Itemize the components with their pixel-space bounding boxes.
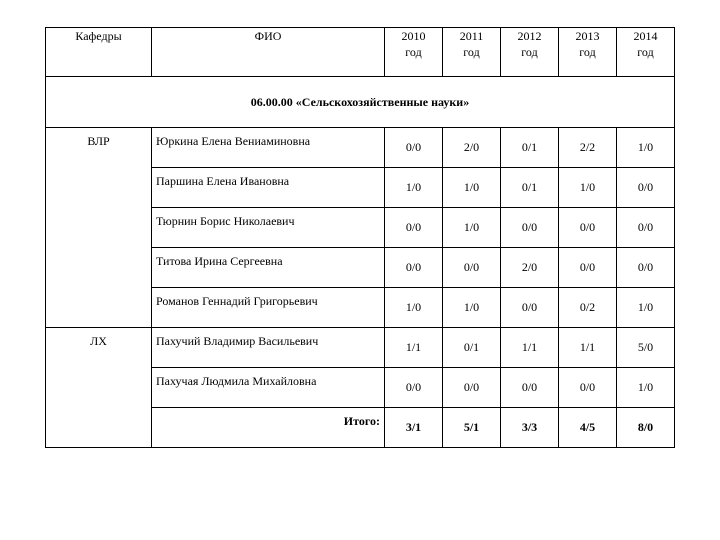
section-row bbox=[46, 77, 675, 128]
value-cell: 2/0 bbox=[501, 248, 559, 288]
total-value: 3/1 bbox=[385, 408, 443, 448]
header-year-2014: 2014 год bbox=[617, 28, 675, 77]
value-cell: 2/0 bbox=[443, 128, 501, 168]
value-cell: 1/0 bbox=[443, 208, 501, 248]
value-cell: 0/1 bbox=[501, 128, 559, 168]
table-row bbox=[46, 328, 675, 368]
value-cell: 0/0 bbox=[617, 248, 675, 288]
value-cell: 0/0 bbox=[501, 368, 559, 408]
name-cell: Романов Геннадий Григорьевич bbox=[152, 288, 385, 328]
value-cell: 0/2 bbox=[559, 288, 617, 328]
value-cell: 0/0 bbox=[501, 208, 559, 248]
name-cell: Тюрнин Борис Николаевич bbox=[152, 208, 385, 248]
header-name: ФИО bbox=[152, 28, 385, 77]
dept-cell: ЛХ bbox=[46, 328, 152, 448]
value-cell: 0/0 bbox=[617, 208, 675, 248]
value-cell: 0/0 bbox=[559, 368, 617, 408]
value-cell: 1/0 bbox=[385, 288, 443, 328]
value-cell: 1/1 bbox=[385, 328, 443, 368]
value-cell: 0/0 bbox=[443, 248, 501, 288]
header-year-2011: 2011 год bbox=[443, 28, 501, 77]
header-row bbox=[46, 28, 675, 77]
value-cell: 0/0 bbox=[385, 208, 443, 248]
publications-table bbox=[45, 27, 675, 448]
name-cell: Пахучая Людмила Михайловна bbox=[152, 368, 385, 408]
total-value: 3/3 bbox=[501, 408, 559, 448]
value-cell: 0/1 bbox=[443, 328, 501, 368]
total-value: 5/1 bbox=[443, 408, 501, 448]
header-dept: Кафедры bbox=[46, 28, 152, 77]
total-value: 8/0 bbox=[617, 408, 675, 448]
name-cell: Титова Ирина Сергеевна bbox=[152, 248, 385, 288]
total-value: 4/5 bbox=[559, 408, 617, 448]
dept-cell: ВЛР bbox=[46, 128, 152, 328]
table-row bbox=[46, 128, 675, 168]
value-cell: 0/0 bbox=[385, 128, 443, 168]
value-cell: 0/0 bbox=[501, 288, 559, 328]
value-cell: 1/0 bbox=[559, 168, 617, 208]
value-cell: 2/2 bbox=[559, 128, 617, 168]
value-cell: 0/0 bbox=[559, 208, 617, 248]
name-cell: Паршина Елена Ивановна bbox=[152, 168, 385, 208]
value-cell: 5/0 bbox=[617, 328, 675, 368]
value-cell: 1/0 bbox=[617, 288, 675, 328]
total-label: Итого: bbox=[152, 408, 385, 448]
value-cell: 0/0 bbox=[443, 368, 501, 408]
value-cell: 1/0 bbox=[385, 168, 443, 208]
header-year-2012: 2012 год bbox=[501, 28, 559, 77]
value-cell: 1/0 bbox=[443, 168, 501, 208]
name-cell: Юркина Елена Вениаминовна bbox=[152, 128, 385, 168]
header-year-2013: 2013 год bbox=[559, 28, 617, 77]
header-year-2010: 2010 год bbox=[385, 28, 443, 77]
value-cell: 1/0 bbox=[617, 128, 675, 168]
value-cell: 0/0 bbox=[617, 168, 675, 208]
section-title: 06.00.00 «Сельскохозяйственные науки» bbox=[46, 77, 675, 128]
value-cell: 0/0 bbox=[385, 368, 443, 408]
value-cell: 0/0 bbox=[385, 248, 443, 288]
value-cell: 0/0 bbox=[559, 248, 617, 288]
value-cell: 1/1 bbox=[559, 328, 617, 368]
name-cell: Пахучий Владимир Васильевич bbox=[152, 328, 385, 368]
value-cell: 1/0 bbox=[443, 288, 501, 328]
value-cell: 1/1 bbox=[501, 328, 559, 368]
value-cell: 1/0 bbox=[617, 368, 675, 408]
value-cell: 0/1 bbox=[501, 168, 559, 208]
